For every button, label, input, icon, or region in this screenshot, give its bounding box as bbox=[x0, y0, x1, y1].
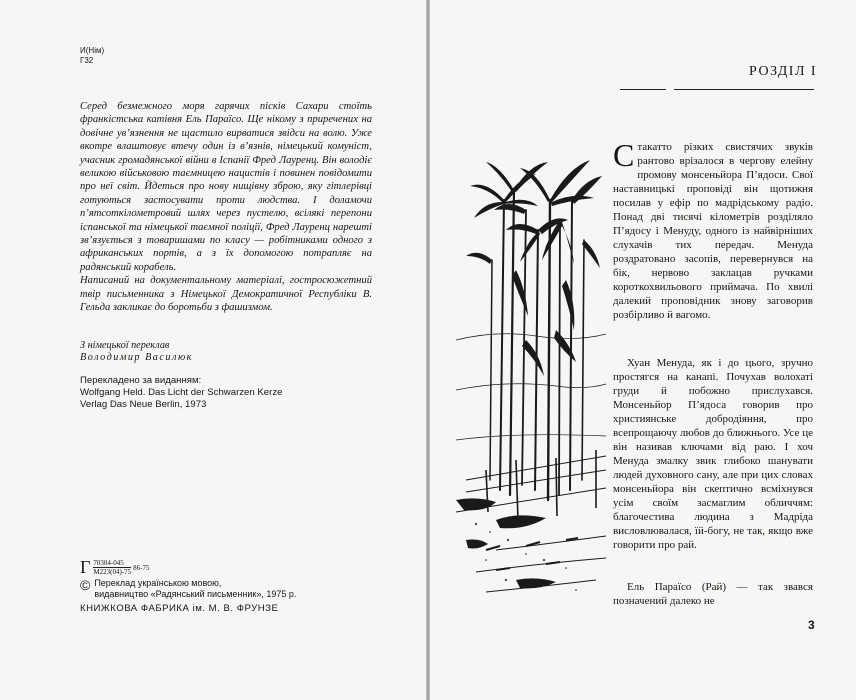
index-fraction bbox=[93, 559, 131, 576]
chapter-heading: РОЗДІЛ I bbox=[749, 64, 818, 79]
annotation-text-2: Написаний на документальному матеріалі, гостросюжетний твір письменника з Німецької Демократичної Республіки В. Гельда закликає до боротьби з фашизмом. bbox=[80, 275, 372, 314]
source-edition bbox=[80, 375, 282, 411]
catalog-code-sub: Г32 bbox=[80, 56, 94, 65]
paragraph-2: Хуан Менуда, як і до цього, зручно простягся на канапі. Почухав волохаті груди й побожно прислухався. Монсеньйор П’ядоса говорив про християнське добродіяння, про всепрощаючу любов до ближнього. Усе це він називав ключами від раю. І хоч Менуда змалку звик глибоко шанувати людей духовного сану, але при цих словах монсеньйора він скептично всміхнувся усім своїм засмаглим обличчям: благочестива людина з Мадріда висловлювалася, їй-богу, не так, якщо вже говорити про рай. bbox=[613, 357, 813, 551]
paragraph-3: Ель Параїсо (Рай) — так звався позначений далеко не bbox=[613, 581, 813, 607]
paragraph-1-text: такатто різких свистячих звуків рантово врізалося в чергову елейну промову монсеньйора П’ядоси. Свої наставницькі проповіді він щотижня посилав у ефір по мадрідському радіо. Понад дві тисячі кілометрів розділяло П’ядосу і Менуду, одного із найвірніших слухачів тих передач. Менуда роздратовано засопів, перевернувся на бік, нервово заклацав ручками короткохвильового приймача. По хвилі далекий проповідник знову заговорив розбірливо й вагомо. bbox=[613, 141, 813, 321]
story-column-2 bbox=[613, 356, 813, 552]
left-page bbox=[0, 0, 426, 700]
printing-house: КНИЖКОВА ФАБРИКА ім. М. В. ФРУНЗЕ bbox=[80, 603, 279, 614]
drop-cap: С bbox=[613, 137, 635, 173]
index-denominator: М223(04)-75 bbox=[93, 568, 132, 576]
copyright bbox=[80, 578, 296, 600]
index-year: 86-75 bbox=[133, 563, 150, 572]
copyright-icon: © bbox=[80, 577, 91, 593]
translation-line: З німецької переклав bbox=[80, 340, 170, 351]
copyright-line-1: Переклад українською мовою, bbox=[94, 578, 222, 588]
paragraph-1 bbox=[613, 137, 813, 322]
edition-line-2: Verlag Das Neue Berlin, 1973 bbox=[80, 399, 207, 410]
index-numerator: 70304-045 bbox=[93, 559, 131, 568]
publication-index bbox=[80, 557, 149, 578]
right-page bbox=[430, 0, 856, 700]
index-letter: Г bbox=[80, 557, 91, 577]
annotation-text: Серед безмежного моря гарячих пісків Сахари стоїть франкістська катівня Ель Параїсо. Ще нікому з приречених на довічне ув’язнення не щастило вирватися звідси на волю. Уже вкотре влаштовує втечу один із в’язнів, німецький комуніст, учасник громадянської війни в Іспанії Фред Лауренц. Він володіє великою військовою таємницею нацистів і повинен повідомити про неї світ. Йдеться про нову нищівну зброю, яку гітлерівці готуються застосувати проти людства. І доламочи п’ятсоткілометровий шлях через пустелю, всілякі перепони іспанської та німецької таємної поліції, Фред Лауренц нарешті зв’язується з товаришами по класу — робітниками одного з африканських портів, а з їх допомогою потрапляє на радянський корабель. bbox=[80, 101, 372, 273]
story-column bbox=[613, 137, 813, 322]
chapter-rule-long bbox=[674, 89, 814, 90]
edition-line-1: Wolfgang Held. Das Licht der Schwarzen Kerze bbox=[80, 387, 283, 398]
translator-name: Володимир Василюк bbox=[80, 352, 193, 363]
copyright-line-2: видавництво «Радянський письменник», 1975 р. bbox=[94, 589, 297, 599]
page-number: 3 bbox=[808, 618, 815, 632]
catalog-code-main: И(Нім) bbox=[80, 46, 105, 55]
palm-trees-illustration bbox=[456, 140, 606, 610]
annotation bbox=[80, 100, 372, 315]
story-column-3 bbox=[613, 580, 813, 608]
catalog-code bbox=[80, 46, 104, 66]
edition-label: Перекладено за виданням: bbox=[80, 375, 202, 386]
chapter-rule-short bbox=[620, 89, 666, 90]
translation-credit bbox=[80, 340, 193, 364]
